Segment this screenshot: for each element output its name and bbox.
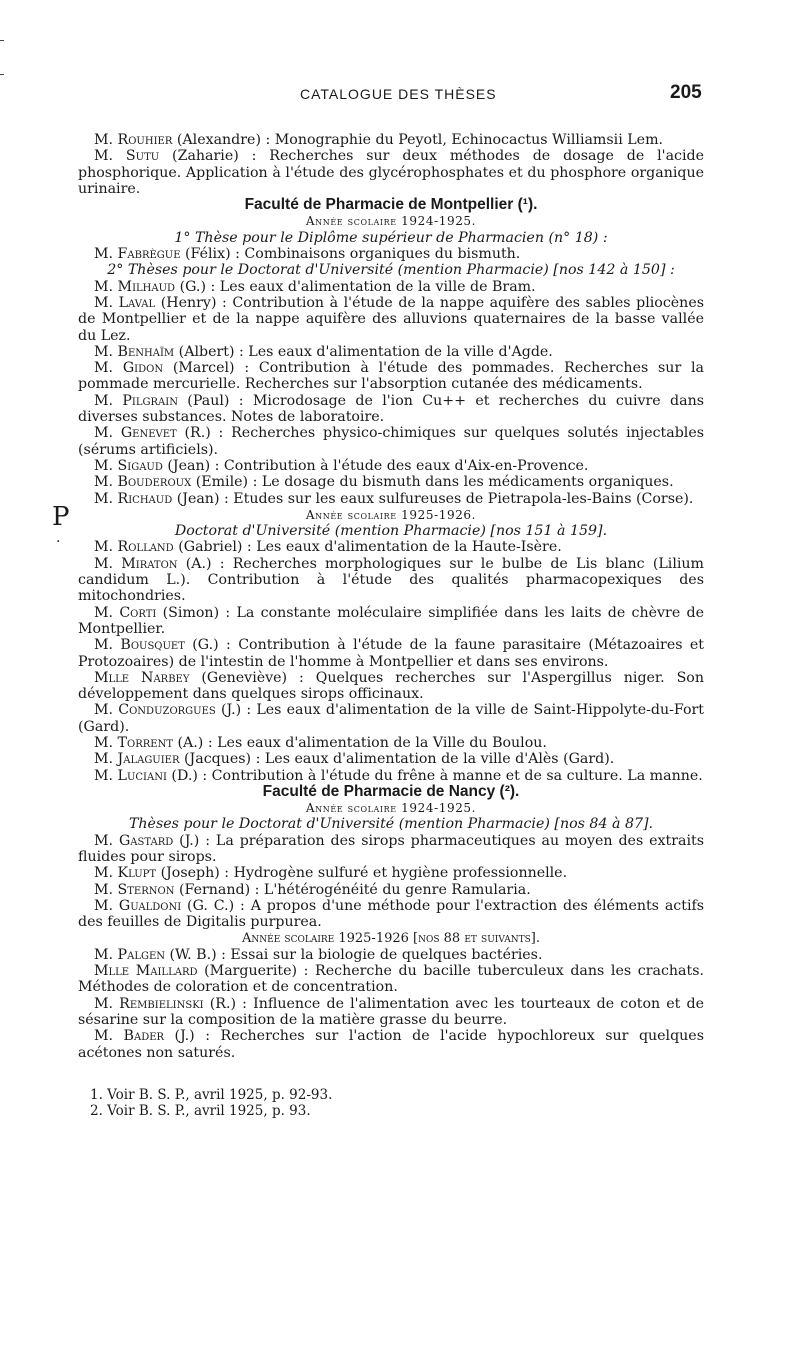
author-name: M. Fabrègue (94, 246, 181, 263)
author-name: M. Miraton (94, 555, 178, 572)
preceding-entries (78, 132, 704, 197)
author-name: M. Milhaud (94, 278, 176, 295)
thesis-entry (78, 735, 704, 751)
faculty-heading-nancy: Faculté de Pharmacie de Nancy (²). (262, 782, 520, 800)
author-name: M. Sternon (94, 881, 175, 898)
thesis-list (78, 833, 704, 931)
faculty-heading-montpellier: Faculté de Pharmacie de Montpellier (¹). (244, 196, 538, 214)
page-number: 205 (670, 82, 702, 103)
thesis-title: (Simon) : La constante moléculaire simplifiée dans les laits de chèvre de Montpellier. (78, 604, 704, 637)
thesis-entry (78, 1028, 704, 1061)
author-name: M. Bader (94, 1028, 165, 1045)
author-name: M. Richaud (94, 490, 173, 507)
author-name: M. Gualdoni (94, 897, 182, 914)
thesis-title: (Jacques) : Les eaux d'alimentation de la ville d'Alès (Gard). (179, 751, 615, 768)
author-name: M. Conduzorgues (94, 702, 216, 719)
thesis-entry (78, 898, 704, 931)
footnotes (78, 1087, 704, 1119)
running-header-title: CATALOGUE DES THÈSES (300, 86, 497, 102)
thesis-title: (D.) : Contribution à l'étude du frêne à manne et de sa culture. La manne. (166, 767, 703, 784)
thesis-entry (78, 279, 704, 295)
thesis-entry (78, 425, 704, 458)
thesis-title: (J.) : Recherches sur l'action de l'acide hypochloreux sur quelques acétones non saturés. (78, 1028, 704, 1061)
thesis-entry (78, 458, 704, 474)
thesis-title: (Jean) : Etudes sur les eaux sulfureuses de Pietrapola-les-Bains (Corse). (172, 490, 694, 507)
thesis-entry (78, 474, 704, 490)
academic-year-heading: Année scolaire 1924-1925. (305, 214, 477, 229)
thesis-list (78, 246, 704, 262)
author-name: Mlle Narbey (94, 669, 190, 686)
scan-edge-mark (0, 40, 4, 41)
author-name: M. Pilgrain (94, 392, 178, 409)
thesis-entry (78, 947, 704, 963)
author-name: M. Benhaïm (94, 343, 175, 360)
thesis-title: (A.) : Les eaux d'alimentation de la Ville du Boulou. (173, 734, 547, 751)
thesis-entry (78, 148, 704, 197)
thesis-title: (A.) : Recherches morphologiques sur le bulbe de Lis blanc (Lilium candidum L.). Contribution à l'étude des qualités pharmacopexiques des mitochondries. (78, 555, 704, 605)
thesis-entry (78, 344, 704, 360)
thesis-entry (78, 491, 704, 507)
thesis-entry (78, 246, 704, 262)
author-name: M. Gastard (94, 832, 174, 849)
author-name: M. Corti (94, 604, 157, 621)
thesis-list (78, 947, 704, 1061)
thesis-entry (78, 295, 704, 344)
thesis-title: (J.) : La préparation des sirops pharmaceutiques au moyen des extraits fluides pour sirops. (78, 832, 704, 866)
thesis-entry (78, 670, 704, 703)
thesis-entry (78, 996, 704, 1029)
author-name: M. Rouhier (94, 132, 173, 148)
thesis-title: (Joseph) : Hydrogène sulfuré et hygiène professionnelle. (156, 865, 568, 882)
thesis-title: (J.) : Les eaux d'alimentation de la ville de Saint-Hippolyte-du-Fort (Gard). (78, 702, 704, 735)
author-name: M. Rembielinski (94, 995, 204, 1012)
thesis-title: (Albert) : Les eaux d'alimentation de la ville d'Agde. (174, 343, 553, 360)
thesis-entry (78, 605, 704, 638)
thesis-entry (78, 132, 704, 148)
author-name: M. Gidon (94, 360, 164, 377)
margin-annotation: P (52, 502, 70, 532)
author-name: M. Bouderoux (94, 474, 192, 491)
thesis-title: (Geneviève) : Quelques recherches sur l'Aspergillus niger. Son développement dans quelques sirops officinaux. (78, 669, 704, 703)
author-name: M. Sigaud (94, 457, 163, 474)
thesis-title: (W. B.) : Essai sur la biologie de quelques bactéries. (165, 946, 543, 963)
thesis-title: (Emile) : Le dosage du bismuth dans les médicaments organiques. (191, 474, 674, 491)
thesis-title: (Henry) : Contribution à l'étude de la nappe aquifère des sables pliocènes de Montpellier et de la nappe aquifère des alluvions quaternaires de la basse vallée du Lez. (78, 294, 704, 344)
thesis-entry (78, 556, 704, 605)
thesis-category-heading: Thèses pour le Doctorat d'Université (mention Pharmacie) [nos 84 à 87]. (128, 816, 654, 833)
thesis-entry (78, 702, 704, 735)
thesis-entry (78, 833, 704, 866)
thesis-entry (78, 768, 704, 784)
academic-year-heading: Année scolaire 1925-1926. (305, 507, 477, 522)
thesis-entry (78, 360, 704, 393)
thesis-entry (78, 751, 704, 767)
author-name: M. Klupt (94, 865, 157, 882)
thesis-title: (Paul) : Microdosage de l'ion Cu++ et recherches du cuivre dans diverses substances. Notes de laboratoire. (78, 392, 704, 426)
academic-year-heading: Année scolaire 1925-1926 [nos 88 et suivants]. (242, 930, 540, 946)
margin-annotation: · (56, 534, 61, 550)
thesis-title: (Marguerite) : Recherche du bacille tuberculeux dans les crachats. Méthodes de coloration et de concentration. (78, 963, 705, 996)
thesis-title: (Jean) : Contribution à l'étude des eaux d'Aix-en-Provence. (162, 457, 589, 474)
thesis-entry (78, 882, 704, 898)
thesis-title: (Gabriel) : Les eaux d'alimentation de la Haute-Isère. (173, 539, 562, 556)
catalogue-body (78, 132, 704, 1119)
thesis-title: (Zaharie) : Recherches sur deux méthodes de dosage de l'acide phosphorique. Application à l'étude des glycérophosphates et du phosphore organique urinaire. (78, 148, 705, 197)
thesis-title: (G.) : Contribution à l'étude de la faune parasitaire (Métazoaires et Protozoaires) de l'intestin de l'homme à Montpellier et dans ses environs. (78, 637, 704, 670)
thesis-list (78, 539, 704, 783)
thesis-title: (Marcel) : Contribution à l'étude des pommades. Recherches sur la pommade mercurielle. Recherches sur l'absorption cutanée des médicaments. (78, 360, 704, 393)
author-name: M. Torrent (94, 734, 173, 751)
footnote: 1. Voir B. S. P., avril 1925, p. 92-93. (90, 1086, 333, 1103)
author-name: M. Rolland (94, 539, 174, 556)
thesis-title: (R.) : Influence de l'alimentation avec les tourteaux de coton et de sésarine sur la composition de la matière grasse du beurre. (78, 995, 704, 1029)
thesis-entry (78, 539, 704, 555)
author-name: M. Genevet (94, 425, 177, 442)
thesis-title: (G.) : Les eaux d'alimentation de la ville de Bram. (175, 278, 536, 295)
author-name: M. Palgen (94, 946, 165, 963)
thesis-category-heading: 2° Thèses pour le Doctorat d'Université (mention Pharmacie) [nos 142 à 150] : (107, 262, 675, 279)
thesis-entry (78, 637, 704, 670)
author-name: M. Sutu (94, 148, 160, 165)
thesis-entry (78, 393, 704, 426)
author-name: M. Jalaguier (94, 751, 180, 768)
author-name: M. Luciani (94, 767, 167, 784)
author-name: Mlle Maillard (94, 963, 198, 980)
thesis-title: (G. C.) : A propos d'une méthode pour l'extraction des éléments actifs des feuilles de Digitalis purpurea. (78, 897, 705, 931)
thesis-title: (Félix) : Combinaisons organiques du bismuth. (180, 246, 521, 263)
thesis-title: (Alexandre) : Monographie du Peyotl, Echinocactus Williamsii Lem. (172, 132, 664, 148)
thesis-list (78, 279, 704, 507)
academic-year-heading: Année scolaire 1924-1925. (305, 801, 477, 816)
thesis-entry (78, 865, 704, 881)
author-name: M. Bousquet (94, 637, 185, 654)
thesis-category-heading: Doctorat d'Université (mention Pharmacie) [nos 151 à 159]. (174, 523, 608, 540)
thesis-title: (Fernand) : L'hétérogénéité du genre Ramularia. (174, 881, 531, 898)
footnote: 2. Voir B. S. P., avril 1925, p. 93. (90, 1102, 311, 1119)
thesis-category-heading: 1° Thèse pour le Diplôme supérieur de Pharmacien (n° 18) : (174, 229, 608, 246)
scan-edge-mark (0, 74, 4, 75)
thesis-title: (R.) : Recherches physico-chimiques sur quelques solutés injectables (sérums artificiels). (78, 425, 704, 458)
author-name: M. Laval (94, 294, 156, 311)
thesis-entry (78, 963, 704, 996)
